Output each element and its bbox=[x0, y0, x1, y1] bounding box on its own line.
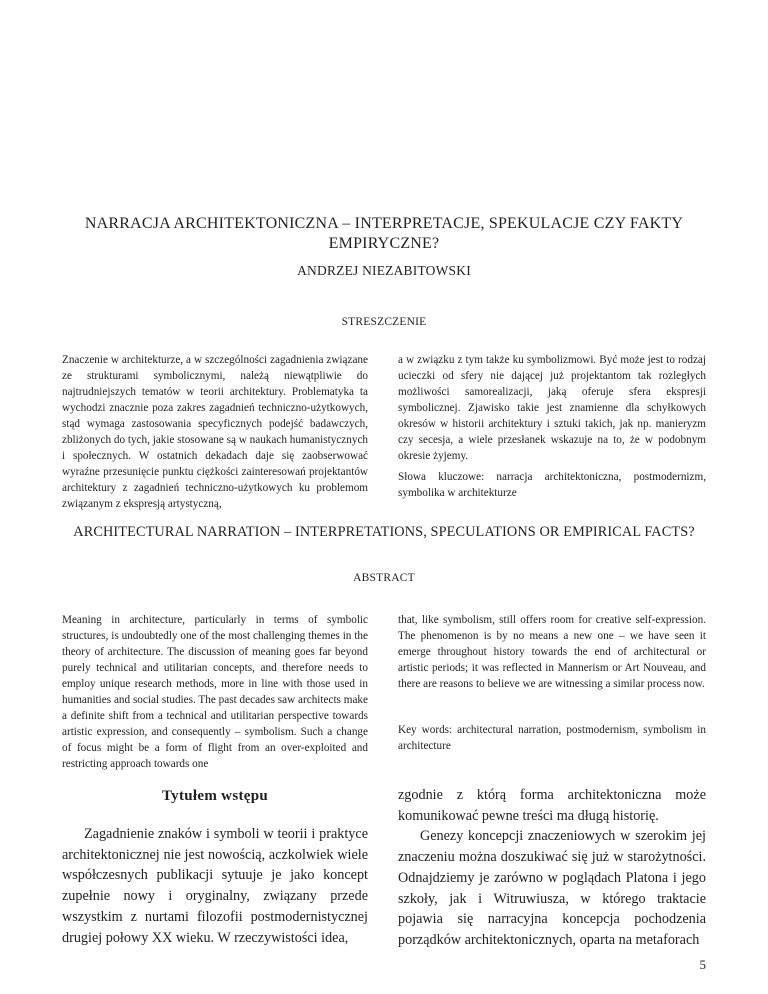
page-number: 5 bbox=[699, 957, 706, 972]
streszczenie-heading: STRESZCZENIE bbox=[341, 316, 427, 328]
streszczenie-text-left: Znaczenie w architekturze, a w szczególności zagadnienia związane ze strukturami symbolicznymi, należą niewątpliwie do najtrudniejszych tematów w teorii architektury. Problematyka ta wychodzi znacznie poza zakres zagadnień techniczno-użytkowych, stąd wymaga zastosowania specyficznych podejść badawczych, zbliżonych do tych, jakie stosowane są w naukach humanistycznych i społecznych. W ostatnich dekadach daje się zaobserwować wyraźne przesunięcie punktu ciężkości zainteresowań projektantów architektury z zagadnień techniczno-użytkowych ku problemom związanym z ekspresją artystyczną, bbox=[62, 354, 369, 510]
section-heading: Tytułem wstępu bbox=[161, 788, 268, 804]
abstract-heading: ABSTRACT bbox=[353, 572, 415, 584]
article-title-english: ARCHITECTURAL NARRATION – INTERPRETATIONS, SPECULATIONS OR EMPIRICAL FACTS? bbox=[73, 524, 695, 540]
body-paragraph: zgodnie z którą forma architektoniczna może komunikować pewne treści ma długą historię. bbox=[398, 787, 706, 824]
article-title-polish: NARRACJA ARCHITEKTONICZNA – INTERPRETACJE, SPEKULACJE CZY FAKTY EMPIRYCZNE? bbox=[84, 215, 684, 252]
body-text-right bbox=[398, 785, 706, 951]
abstract-text-left: Meaning in architecture, particularly in terms of symbolic structures, is undoubtedly one of the most challenging themes in the theory of architecture. The discussion of meaning goes far beyond purely technical and utilitarian concepts, and therefore needs to employ unique research methods, more in line with those used in humanities and social studies. The past decades saw architects make a definite shift from a technical and utilitarian perspective towards artistic expression, and consequently – symbolism. Such a change of focus might be a form of flight from an over-exploited and restricting approach towards one bbox=[62, 614, 368, 770]
body-text-left: Zagadnienie znaków i symboli w teorii i praktyce architektonicznej nie jest nowością, aczkolwiek wiele współczesnych publikacji sytuuje je jako koncept zupełnie nowy i oryginalny, związany przede wszystkim z nurtami filozofii postmodernistycznej drugiej połowy XX wieku. W rzeczywistości idea, bbox=[62, 826, 368, 946]
keywords-english: Key words: architectural narration, postmodernism, symbolism in architecture bbox=[398, 724, 706, 752]
abstract-text-right: that, like symbolism, still offers room for creative self-expression. The phenomenon is by no means a new one – we have seen it emerge throughout history towards the end of architectural or artistic periods; it was reflected in Mannerism or Art Nouveau, and there are reasons to believe we are witnessing a similar process now. bbox=[398, 614, 706, 690]
author-name: ANDRZEJ NIEZABITOWSKI bbox=[297, 263, 471, 278]
keywords-polish: Słowa kluczowe: narracja architektoniczna, postmodernizm, symbolika w architekturze bbox=[398, 471, 706, 499]
streszczenie-text-right: a w związku z tym także ku symbolizmowi. Być może jest to rodzaj ucieczki od sfery nie dającej już projektantom tak rozległych możliwości samorealizacji, jaką oferuje sfera ekspresji symbolicznej. Zjawisko takie jest znamienne dla schyłkowych okresów w historii architektury i sztuki takich, jak np. manieryzm czy secesja, a wiele przesłanek wskazuje na to, że w podobnym okresie żyjemy. bbox=[398, 354, 706, 462]
body-paragraph: Genezy koncepcji znaczeniowych w szerokim jej znaczeniu można doszukiwać się już w starożytności. Odnajdziemy je zarówno w poglądach Platona i jego szkoły, jak i Witruwiusza, w którego traktacie pojawia się narracyjna koncepcja pochodzenia porządków architektonicznych, oparta na metaforach bbox=[398, 828, 706, 948]
